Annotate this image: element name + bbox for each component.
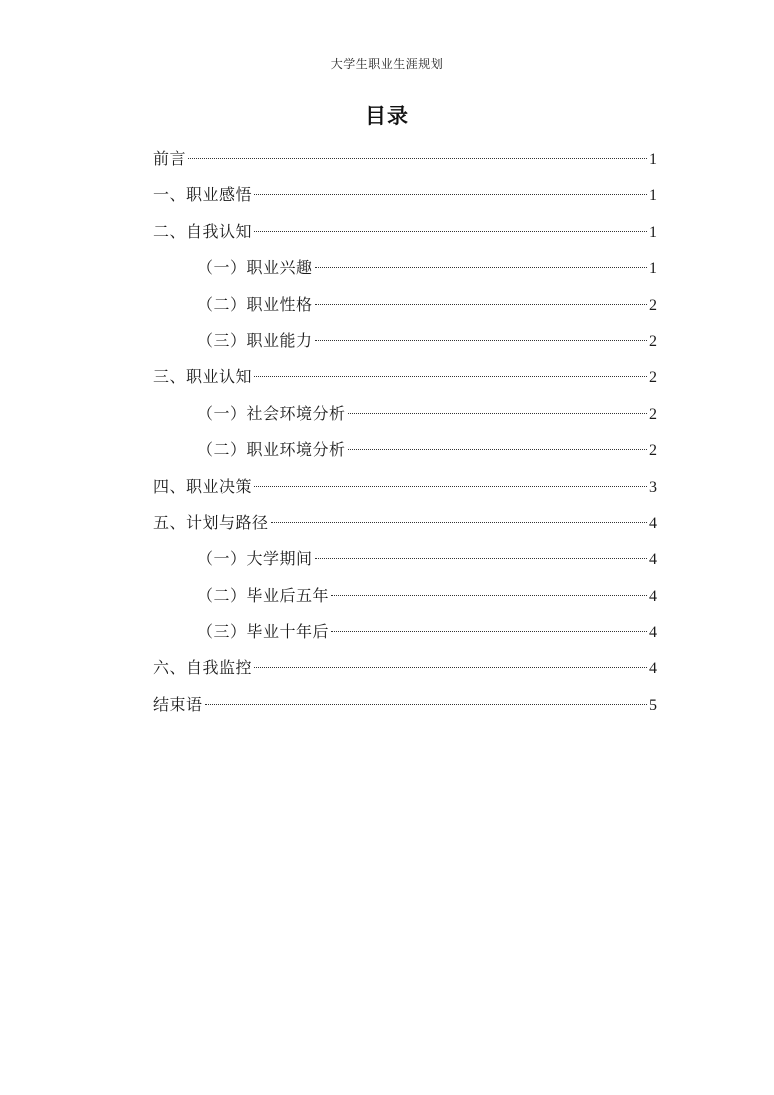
toc-entry-page-number: 1 bbox=[649, 260, 657, 278]
toc-entry-page-number: 2 bbox=[649, 369, 657, 387]
toc-entry-page-number: 2 bbox=[649, 296, 657, 314]
toc-entry-label: （二）毕业后五年 bbox=[197, 585, 330, 605]
toc-entry[interactable] bbox=[153, 250, 657, 286]
toc-entry-page-number: 2 bbox=[649, 442, 657, 460]
toc-entry-label: 二、自我认知 bbox=[153, 221, 253, 241]
toc-entry[interactable] bbox=[153, 396, 657, 432]
toc-entry-label: （一）大学期间 bbox=[197, 549, 313, 569]
toc-entry-page-number: 4 bbox=[649, 587, 657, 605]
toc-entry-page-number: 5 bbox=[649, 696, 657, 714]
toc-entry-page-number: 2 bbox=[649, 405, 657, 423]
toc-entry-label: 结束语 bbox=[153, 694, 203, 714]
toc-dot-leader bbox=[205, 704, 647, 705]
toc-entry-label: 六、自我监控 bbox=[153, 658, 253, 678]
toc-entry-label: （三）职业能力 bbox=[197, 330, 313, 350]
toc-dot-leader bbox=[315, 558, 647, 559]
toc-entry-page-number: 4 bbox=[649, 551, 657, 569]
toc-dot-leader bbox=[271, 522, 647, 523]
toc-entry-label: 三、职业认知 bbox=[153, 367, 253, 387]
toc-dot-leader bbox=[254, 231, 647, 232]
toc-entry[interactable] bbox=[153, 614, 657, 650]
toc-dot-leader bbox=[188, 158, 647, 159]
toc-entry[interactable] bbox=[153, 323, 657, 359]
toc-entry-page-number: 2 bbox=[649, 332, 657, 350]
running-header: 大学生职业生涯规划 bbox=[330, 57, 444, 71]
toc-dot-leader bbox=[254, 376, 647, 377]
toc-entry[interactable] bbox=[153, 214, 657, 250]
toc-dot-leader bbox=[254, 667, 647, 668]
toc-entry-label: （三）毕业十年后 bbox=[197, 622, 330, 642]
toc-entry[interactable] bbox=[153, 650, 657, 686]
toc-entry-label: 前言 bbox=[153, 149, 187, 168]
toc-entry[interactable] bbox=[153, 578, 657, 614]
toc-dot-leader bbox=[315, 340, 647, 341]
toc-dot-leader bbox=[331, 595, 647, 596]
toc-entry-page-number: 3 bbox=[649, 478, 657, 496]
toc-entry[interactable] bbox=[153, 177, 657, 213]
toc-entry-page-number: 4 bbox=[649, 660, 657, 678]
toc-dot-leader bbox=[254, 486, 647, 487]
toc-entry-page-number: 1 bbox=[649, 187, 657, 205]
toc-entry[interactable] bbox=[153, 687, 657, 723]
toc-dot-leader bbox=[315, 304, 647, 305]
toc-entry[interactable] bbox=[153, 359, 657, 395]
toc-heading: 目录 bbox=[365, 103, 409, 128]
toc-entry[interactable] bbox=[153, 432, 657, 468]
toc-entry[interactable] bbox=[153, 287, 657, 323]
toc-entry-page-number: 1 bbox=[649, 223, 657, 241]
toc-entry[interactable] bbox=[153, 505, 657, 541]
toc-entry[interactable] bbox=[153, 469, 657, 505]
toc-entry[interactable] bbox=[153, 541, 657, 577]
toc-entry-label: 一、职业感悟 bbox=[153, 185, 253, 205]
toc-dot-leader bbox=[348, 413, 647, 414]
toc-entry-page-number: 4 bbox=[649, 624, 657, 642]
toc-dot-leader bbox=[315, 267, 647, 268]
toc-dot-leader bbox=[348, 449, 647, 450]
table-of-contents bbox=[153, 141, 657, 723]
toc-entry[interactable] bbox=[153, 141, 657, 177]
toc-entry-label: （一）职业兴趣 bbox=[197, 258, 313, 278]
toc-dot-leader bbox=[331, 631, 647, 632]
toc-entry-label: （二）职业环境分析 bbox=[197, 440, 346, 460]
toc-entry-page-number: 1 bbox=[649, 151, 657, 168]
toc-entry-label: 四、职业决策 bbox=[153, 476, 253, 496]
toc-entry-label: （一）社会环境分析 bbox=[197, 403, 346, 423]
toc-entry-page-number: 4 bbox=[649, 514, 657, 532]
toc-dot-leader bbox=[254, 194, 647, 195]
toc-entry-label: （二）职业性格 bbox=[197, 294, 313, 314]
toc-entry-label: 五、计划与路径 bbox=[153, 512, 269, 532]
